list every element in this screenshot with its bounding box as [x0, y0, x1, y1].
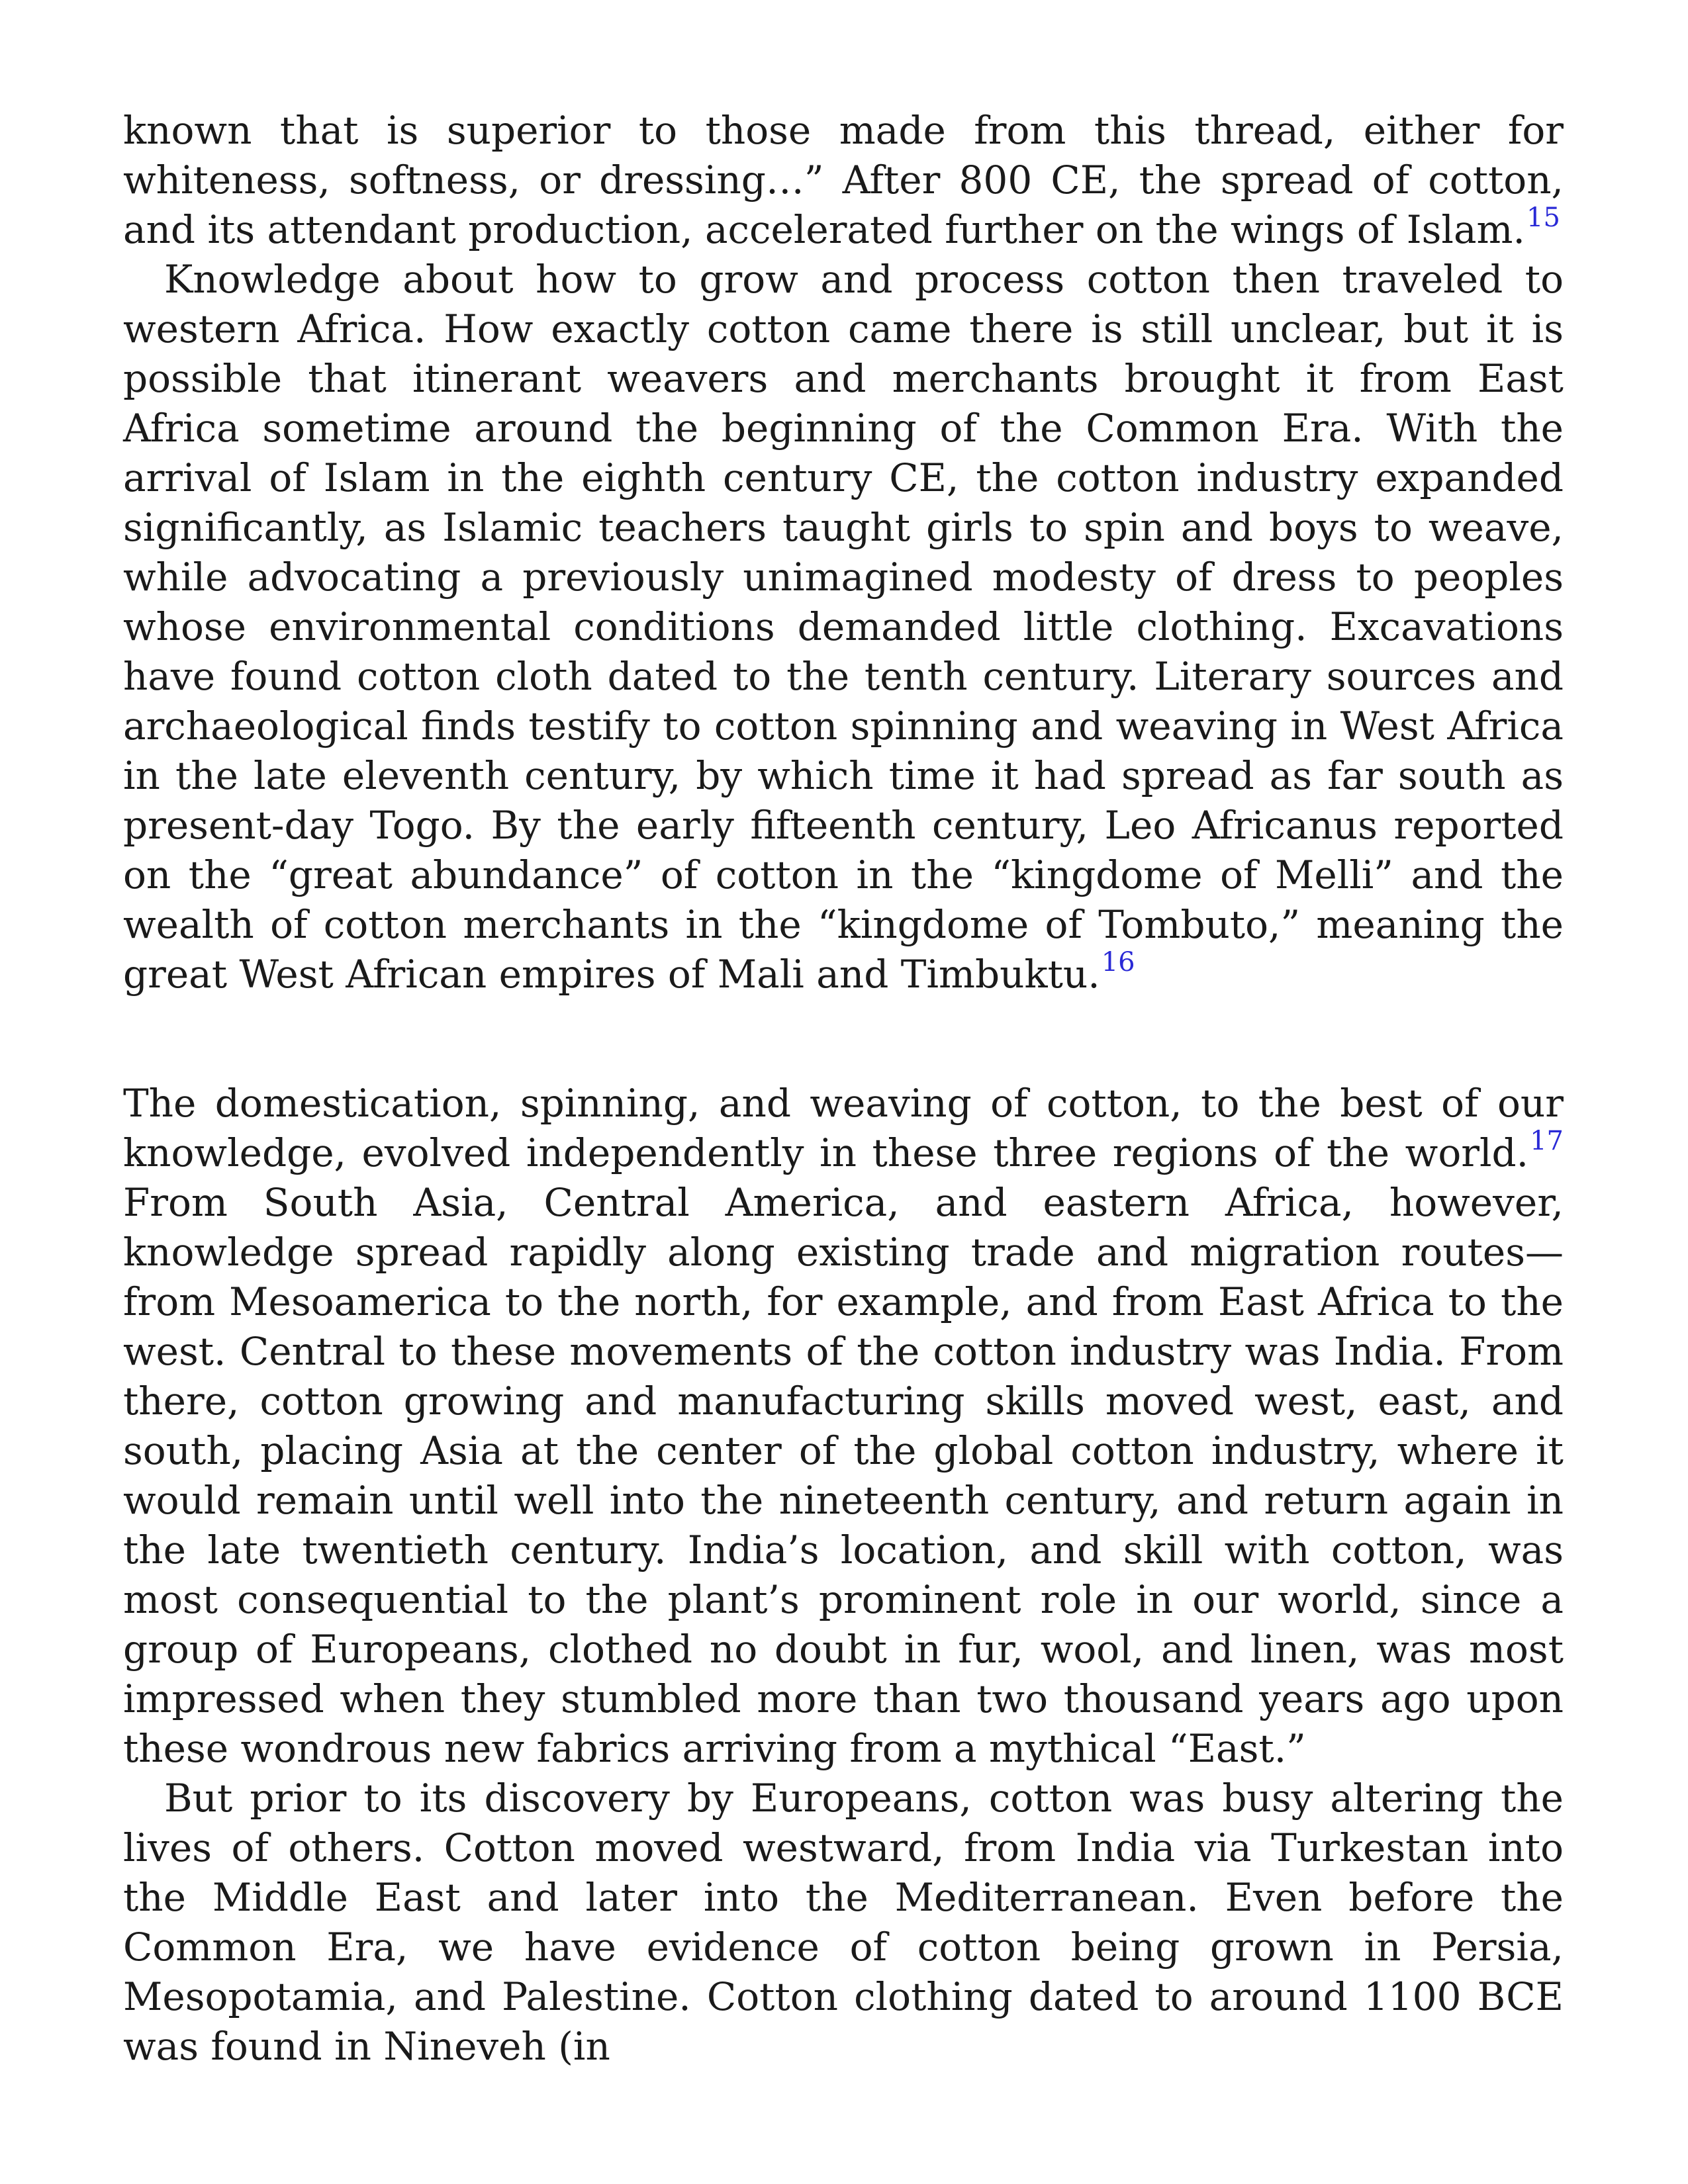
footnote-reference-15[interactable]: 15 [1526, 203, 1560, 234]
paragraph-west-africa [123, 255, 1564, 999]
section-break [123, 999, 1564, 1079]
paragraph-text-continued: From South Asia, Central America, and eastern Africa, however, knowledge spread rapidly along existing trade and migration routes—from Mesoamerica to the north, for example, and from East Africa to the west. Central to these movements of the cotton industry was India. From there, cotton growing and manufacturing skills moved west, east, and south, placing Asia at the center of the global cotton industry, where it would remain until well into the nineteenth century, and return again in the late twentieth century. India’s location, and skill with cotton, was most consequential to the plant’s prominent role in our world, since a group of Europeans, clothed no doubt in fur, wool, and linen, was most impressed when they stumbled more than two thousand years ago upon these wondrous new fabrics arriving from a mythical “East.” [123, 1180, 1564, 1771]
paragraph-text: Knowledge about how to grow and process cotton then traveled to western Africa. How exactly cotton came there is still unclear, but it is possible that itinerant weavers and merchants brought it from East Africa sometime around the beginning of the Common Era. With the arrival of Islam in the eighth century CE, the cotton industry expanded significantly, as Islamic teachers taught girls to spin and boys to weave, while advocating a previously unimagined modesty of dress to peoples whose environmental conditions demanded little clothing. Excavations have found cotton cloth dated to the tenth century. Literary sources and archaeological finds testify to cotton spinning and weaving in West Africa in the late eleventh century, by which time it had spread as far south as present-day Togo. By the early fifteenth century, Leo Africanus reported on the “great abundance” of cotton in the “kingdome of Melli” and the wealth of cotton merchants in the “kingdome of Tombuto,” meaning the great West African empires of Mali and Timbuktu. [123, 257, 1564, 997]
book-page [123, 106, 1564, 2071]
footnote-reference-16[interactable]: 16 [1101, 947, 1135, 978]
footnote-reference-17[interactable]: 17 [1530, 1126, 1564, 1157]
paragraph-continuation [123, 106, 1564, 255]
paragraph-westward-spread [123, 1774, 1564, 2071]
paragraph-text: But prior to its discovery by Europeans, cotton was busy altering the lives of others. Cotton moved westward, from India via Turkestan into the Middle East and later into the Mediterranean. Even before the Common Era, we have evidence of cotton being grown in Persia, Mesopotamia, and Palestine. Cotton clothing dated to around 1100 BCE was found in Nineveh (in [123, 1776, 1564, 2069]
paragraph-text: known that is superior to those made from this thread, either for whiteness, softness, or dressing…” After 800 CE, the spread of cotton, and its attendant production, accelerated further on the wings of Islam. [123, 108, 1564, 252]
paragraph-domestication [123, 1079, 1564, 1774]
paragraph-text: The domestication, spinning, and weaving of cotton, to the best of our knowledge, evolved independently in these three regions of the world. [123, 1081, 1564, 1175]
